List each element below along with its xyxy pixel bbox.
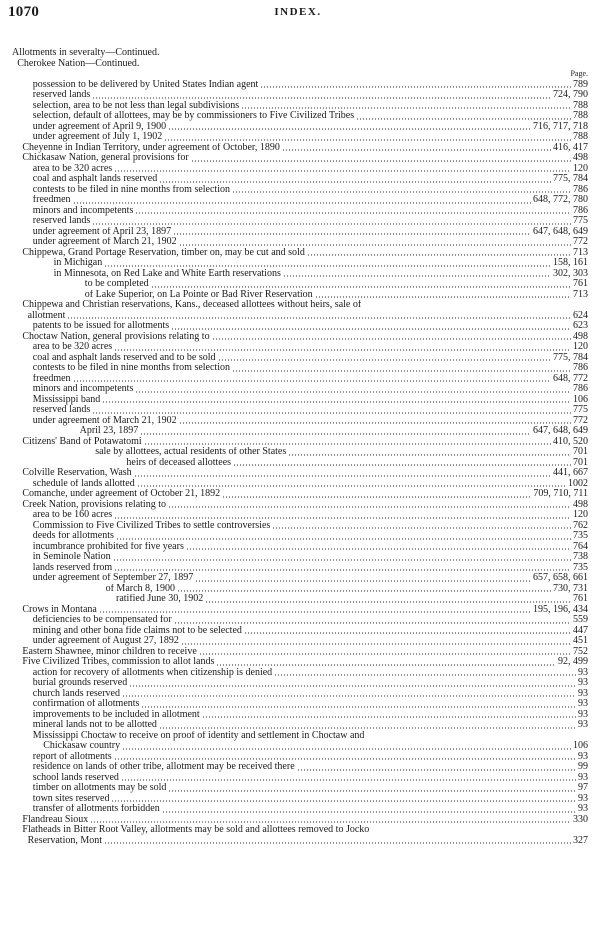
entry-text: of Lake Superior, on La Pointe or Bad River Reservation: [84, 289, 313, 300]
entry-text: under agreement of September 27, 1897: [32, 573, 194, 583]
entry-text: heirs of deceased allottees: [126, 457, 232, 468]
entry-pages: 713: [573, 246, 588, 258]
index-entry: [12, 353, 588, 364]
index-entry: [12, 636, 588, 647]
entry-pages: 410, 520: [553, 435, 588, 447]
entry-pages: 120: [573, 341, 588, 352]
running-head: INDEX.: [274, 6, 322, 18]
dot-leader: [151, 286, 571, 288]
entry-pages: 752: [573, 645, 588, 657]
entry-text: improvements to be included in allotment: [32, 709, 200, 720]
entry-text: allotment: [27, 310, 66, 321]
entry-text: action for recovery of allotments when citizenship is denied: [32, 667, 273, 678]
index-entry: [12, 395, 588, 406]
index-entries: [12, 48, 588, 846]
dot-leader: [191, 160, 571, 162]
entry-text: Chippewa and Christian reservations, Kans., deceased allottees without heirs, sale of: [22, 300, 362, 310]
entry-pages: 559: [573, 614, 588, 625]
entry-pages: 93: [578, 750, 588, 762]
dot-leader: [92, 412, 571, 414]
index-entry: [12, 573, 588, 584]
index-entry: [12, 731, 588, 742]
entry-text: incumbrance prohibited for five years: [32, 541, 184, 552]
dot-leader: [222, 496, 531, 498]
entry-text: freedmen: [32, 373, 71, 384]
index-entry: [12, 227, 588, 238]
entry-text: Comanche, under agreement of October 21, 1892: [22, 489, 221, 499]
index-entry: [12, 174, 588, 185]
entry-text: Five Civilized Tribes, commission to allot lands: [22, 657, 215, 667]
entry-text: Commission to Five Civilized Tribes to settle controversies: [32, 520, 271, 531]
entry-text: to be completed: [84, 279, 149, 289]
index-entry: [12, 342, 588, 353]
entry-text: patents to be issued for allotments: [32, 321, 170, 331]
entry-pages: 93: [578, 803, 588, 814]
entry-text: contests to be filed in nine months from selection: [32, 184, 230, 195]
entry-pages: 786: [573, 383, 588, 394]
index-entry: [12, 699, 588, 710]
dot-leader: [186, 548, 571, 550]
entry-pages: 441, 667: [553, 467, 588, 478]
dot-leader: [307, 254, 571, 256]
index-entry: [12, 594, 588, 605]
dot-leader: [140, 433, 531, 435]
dot-leader: [92, 223, 571, 225]
index-entry: [12, 332, 588, 343]
entry-pages: 775: [573, 404, 588, 415]
entry-pages: 93: [578, 771, 588, 783]
entry-pages: 93: [578, 698, 588, 709]
dot-leader: [129, 685, 576, 687]
dot-leader: [73, 380, 551, 382]
index-entry: [12, 678, 588, 689]
dot-leader: [168, 506, 571, 508]
index-entry: [12, 773, 588, 784]
entry-text: report of allotments: [32, 751, 112, 762]
dot-leader: [171, 328, 571, 330]
entry-pages: 775, 784: [553, 173, 588, 184]
entry-text: Chippewa, Grand Portage Reservation, timber on, may be cut and sold: [22, 247, 305, 258]
dot-leader: [260, 86, 571, 88]
dot-leader: [174, 622, 571, 624]
entry-pages: 93: [578, 666, 588, 678]
dot-leader: [122, 695, 576, 697]
index-entry: [12, 80, 588, 91]
dot-leader: [232, 370, 571, 372]
index-entry: [12, 216, 588, 227]
entry-text: lands reserved from: [32, 562, 113, 573]
dot-leader: [283, 275, 551, 277]
entry-text: area to be 320 acres: [32, 342, 113, 352]
index-entry: [12, 311, 588, 322]
entry-text: coal and asphalt lands reserved: [32, 174, 158, 184]
entry-pages: 716, 717, 718: [533, 120, 588, 132]
entry-pages: 713: [573, 288, 588, 300]
entry-pages: 93: [578, 677, 588, 688]
index-entry: [12, 384, 588, 395]
dot-leader: [297, 769, 576, 771]
entry-pages: 93: [578, 792, 588, 804]
entry-text: in Michigan: [53, 258, 103, 268]
entry-pages: 701: [573, 456, 588, 468]
entry-text: under agreement of March 21, 1902: [32, 415, 177, 426]
index-entry: [12, 300, 588, 311]
dot-leader: [102, 401, 571, 403]
entry-text: area to be 320 acres: [32, 163, 113, 174]
index-entry: [12, 279, 588, 290]
entry-text: Cherokee Nation—Continued.: [17, 58, 140, 69]
entry-pages: 451: [573, 635, 588, 646]
entry-pages: 647, 648, 649: [533, 425, 588, 436]
dot-leader: [73, 202, 531, 204]
entry-pages: 648, 772: [553, 372, 588, 384]
index-entry: [12, 626, 588, 637]
entry-text: deficiencies to be compensated for: [32, 615, 172, 625]
index-entry: [12, 836, 588, 847]
index-entry: [12, 531, 588, 542]
entry-text: town sites reserved: [32, 793, 110, 804]
entry-pages: 97: [578, 782, 588, 793]
index-entry: [12, 794, 588, 805]
entry-text: under agreement of March 21, 1902: [32, 237, 177, 247]
index-entry: [12, 90, 588, 101]
entry-pages: 709, 710, 711: [533, 488, 588, 499]
entry-text: Chickasaw country: [43, 741, 121, 751]
dot-leader: [179, 422, 571, 424]
index-entry: [12, 563, 588, 574]
entry-pages: 106: [573, 740, 588, 751]
entry-pages: 786: [573, 204, 588, 216]
entry-text: in Seminole Nation: [32, 552, 111, 562]
dot-leader: [135, 212, 571, 214]
index-entry: [12, 48, 588, 59]
dot-leader: [90, 821, 571, 823]
index-entry: [12, 489, 588, 500]
dot-leader: [162, 811, 576, 813]
index-entry: [12, 825, 588, 836]
index-entry: [12, 720, 588, 731]
index-entry: [12, 101, 588, 112]
entry-text: burial grounds reserved: [32, 678, 128, 688]
entry-text: in Minnesota, on Red Lake and White Earth reservations: [53, 268, 281, 279]
dot-leader: [168, 790, 576, 792]
entry-text: school lands reserved: [32, 772, 119, 783]
entry-text: deeds for allotments: [32, 531, 114, 541]
index-entry: [12, 321, 588, 332]
entry-pages: 657, 658, 661: [533, 572, 588, 583]
index-entry: [12, 237, 588, 248]
entry-pages: 775: [573, 215, 588, 226]
entry-text: Colville Reservation, Wash: [22, 468, 132, 478]
entry-pages: 738: [573, 551, 588, 562]
index-entry: [12, 374, 588, 385]
dot-leader: [181, 643, 571, 645]
entry-pages: 93: [578, 708, 588, 720]
dot-leader: [99, 611, 531, 613]
entry-text: mineral lands not to be allotted: [32, 720, 157, 730]
index-entry: [12, 542, 588, 553]
entry-pages: 786: [573, 362, 588, 373]
dot-leader: [212, 338, 571, 340]
entry-pages: 498: [573, 498, 588, 510]
entry-text: Flandreau Sioux: [22, 814, 89, 825]
index-entry: [12, 195, 588, 206]
index-entry: [12, 615, 588, 626]
dot-leader: [205, 601, 571, 603]
entry-pages: 92, 499: [558, 656, 588, 667]
index-entry: [12, 689, 588, 700]
index-entry: [12, 206, 588, 217]
entry-text: mining and other bona fide claims not to be selected: [32, 625, 242, 636]
dot-leader: [116, 538, 571, 540]
entry-text: Chickasaw Nation, general provisions for: [22, 153, 189, 163]
entry-pages: 762: [573, 519, 588, 531]
entry-text: possession to be delivered by United States Indian agent: [32, 79, 259, 90]
entry-pages: 772: [573, 414, 588, 426]
entry-text: Creek Nation, provisions relating to: [22, 499, 166, 510]
index-entry: [12, 164, 588, 175]
index-entry: [12, 122, 588, 133]
entry-pages: 730, 731: [553, 582, 588, 594]
entry-text: Reservation, Mont: [27, 835, 103, 846]
entry-pages: 93: [578, 687, 588, 699]
index-entry: [12, 416, 588, 427]
entry-text: minors and incompetents: [32, 384, 134, 394]
dot-leader: [159, 181, 551, 183]
entry-pages: 120: [573, 509, 588, 520]
index-entry: [12, 500, 588, 511]
index-entry: [12, 657, 588, 668]
dot-leader: [111, 800, 576, 802]
dot-leader: [179, 244, 571, 246]
dot-leader: [104, 842, 571, 844]
index-entry: [12, 426, 588, 437]
dot-leader: [137, 485, 566, 487]
entry-text: Choctaw Nation, general provisions relating to: [22, 331, 210, 342]
index-entry: [12, 132, 588, 143]
dot-leader: [114, 569, 571, 571]
dot-leader: [244, 632, 571, 634]
entry-text: transfer of allotments forbidden: [32, 804, 160, 814]
index-entry: [12, 258, 588, 269]
dot-leader: [177, 590, 551, 592]
index-entry: [12, 269, 588, 280]
entry-pages: 647, 648, 649: [533, 225, 588, 237]
entry-text: April 23, 1897: [79, 426, 139, 436]
index-entry: [12, 248, 588, 259]
entry-pages: 99: [578, 761, 588, 772]
page-number: 1070: [8, 4, 40, 20]
entry-pages: 1002: [568, 477, 588, 489]
entry-text: Crows in Montana: [22, 604, 97, 615]
entry-pages: 624: [573, 309, 588, 321]
entry-text: Flatheads in Bitter Root Valley, allotments may be sold and allottees removed to Jocko: [22, 825, 370, 835]
dot-leader: [315, 296, 571, 298]
dot-leader: [92, 97, 551, 99]
index-entry: [12, 584, 588, 595]
index-entry: [12, 153, 588, 164]
dot-leader: [168, 128, 531, 130]
entry-pages: 788: [573, 131, 588, 142]
entry-pages: 327: [573, 834, 588, 846]
entry-text: under agreement of April 23, 1897: [32, 226, 172, 237]
entry-pages: 195, 196, 434: [533, 603, 588, 615]
entry-text: selection, default of allottees, may be by commissioners to Five Civilized Tribes: [32, 111, 355, 121]
dot-leader: [67, 317, 571, 319]
entry-text: reserved lands: [32, 405, 91, 415]
index-entry: [12, 458, 588, 469]
index-entry: [12, 111, 588, 122]
dot-leader: [232, 191, 571, 193]
index-entry: [12, 437, 588, 448]
entry-text: Cheyenne in Indian Territory, under agreement of October, 1890: [22, 142, 280, 153]
index-entry: [12, 447, 588, 458]
index-entry: [12, 752, 588, 763]
entry-pages: 701: [573, 446, 588, 457]
entry-pages: 761: [573, 593, 588, 604]
entry-pages: 764: [573, 540, 588, 552]
entry-pages: 775, 784: [553, 351, 588, 363]
entry-text: Mississippi Choctaw to receive on proof of identity and settlement in Choctaw and: [32, 730, 365, 741]
entry-pages: 735: [573, 561, 588, 573]
entry-text: reserved lands: [32, 216, 91, 226]
dot-leader: [356, 118, 571, 120]
dot-leader: [134, 475, 551, 477]
page-header: [8, 4, 588, 24]
entry-pages: 330: [573, 813, 588, 825]
index-entry: [12, 668, 588, 679]
index-entry: [12, 59, 588, 70]
dot-leader: [114, 349, 571, 351]
dot-leader: [274, 674, 576, 676]
index-entry: [12, 521, 588, 532]
page-column-label: Page.: [570, 69, 588, 78]
index-entry: [12, 510, 588, 521]
entry-pages: 106: [573, 393, 588, 405]
index-entry: [12, 468, 588, 479]
entry-text: church lands reserved: [32, 688, 120, 699]
entry-text: freedmen: [32, 195, 71, 205]
entry-text: sale by allottees, actual residents of other States: [95, 447, 287, 457]
index-entry: [12, 762, 588, 773]
dot-leader: [122, 748, 571, 750]
dot-leader: [202, 716, 576, 718]
index-entry: [12, 783, 588, 794]
dot-leader: [288, 454, 571, 456]
entry-text: confirmation of allotments: [32, 699, 140, 709]
entry-pages: 158, 161: [553, 257, 588, 268]
entry-text: reserved lands: [32, 90, 91, 100]
entry-text: under agreement of April 9, 1900: [32, 121, 167, 132]
index-entry: [12, 552, 588, 563]
dot-leader: [114, 170, 571, 172]
entry-text: contests to be filed in nine months from selection: [32, 363, 230, 373]
entry-text: minors and incompetents: [32, 205, 134, 216]
index-entry: [12, 143, 588, 154]
dot-leader: [135, 391, 571, 393]
entry-pages: 786: [573, 183, 588, 195]
entry-pages: 498: [573, 330, 588, 342]
index-entry: [12, 479, 588, 490]
entry-pages: 724, 790: [553, 89, 588, 100]
index-entry: [12, 363, 588, 374]
entry-text: ratified June 30, 1902: [116, 594, 204, 604]
index-entry: [12, 804, 588, 815]
entry-text: timber on allotments may be sold: [32, 783, 167, 793]
dot-leader: [216, 664, 556, 666]
entry-pages: 735: [573, 530, 588, 541]
entry-pages: 93: [578, 719, 588, 730]
entry-pages: 788: [573, 110, 588, 121]
dot-leader: [272, 527, 571, 529]
entry-text: Eastern Shawnee, minor children to receive: [22, 646, 197, 657]
dot-leader: [164, 139, 571, 141]
dot-leader: [195, 580, 531, 582]
index-entry: [12, 647, 588, 658]
index-entry: [12, 405, 588, 416]
dot-leader: [114, 517, 571, 519]
entry-text: Citizens' Band of Potawatomi: [22, 436, 142, 447]
entry-pages: 789: [573, 78, 588, 90]
index-entry: [12, 710, 588, 721]
entry-pages: 302, 303: [553, 267, 588, 279]
dot-leader: [173, 233, 531, 235]
entry-pages: 788: [573, 99, 588, 111]
dot-leader: [141, 706, 576, 708]
index-entry: [12, 741, 588, 752]
entry-text: schedule of lands allotted: [32, 478, 135, 489]
index-entry: [12, 815, 588, 826]
entry-pages: 120: [573, 162, 588, 174]
dot-leader: [114, 758, 576, 760]
entry-pages: 772: [573, 236, 588, 247]
dot-leader: [241, 107, 571, 109]
entry-pages: 416, 417: [553, 141, 588, 153]
entry-pages: 761: [573, 278, 588, 289]
entry-text: under agreement of July 1, 1902: [32, 132, 163, 142]
entry-text: residence on lands of other tribe, allotment may be received there: [32, 762, 295, 772]
dot-leader: [199, 653, 571, 655]
dot-leader: [121, 779, 576, 781]
entry-text: of March 8, 1900: [105, 583, 176, 594]
entry-text: Mississippi band: [32, 394, 101, 405]
entry-pages: 648, 772, 780: [533, 194, 588, 205]
entry-text: under agreement of August 27, 1892: [32, 636, 179, 646]
entry-text: coal and asphalt lands reserved and to be sold: [32, 352, 216, 363]
entry-text: area to be 160 acres: [32, 510, 113, 520]
dot-leader: [144, 443, 551, 445]
entry-pages: 498: [573, 152, 588, 163]
index-entry: [12, 185, 588, 196]
dot-leader: [159, 727, 576, 729]
entry-text: selection, area to be not less than legal subdivisions: [32, 100, 240, 111]
dot-leader: [233, 464, 571, 466]
dot-leader: [104, 265, 551, 267]
entry-pages: 447: [573, 624, 588, 636]
index-entry: [12, 290, 588, 301]
dot-leader: [282, 149, 551, 151]
dot-leader: [113, 559, 571, 561]
entry-pages: 623: [573, 320, 588, 331]
dot-leader: [218, 359, 551, 361]
entry-text: Allotments in severalty—Continued.: [12, 48, 160, 58]
index-entry: [12, 605, 588, 616]
